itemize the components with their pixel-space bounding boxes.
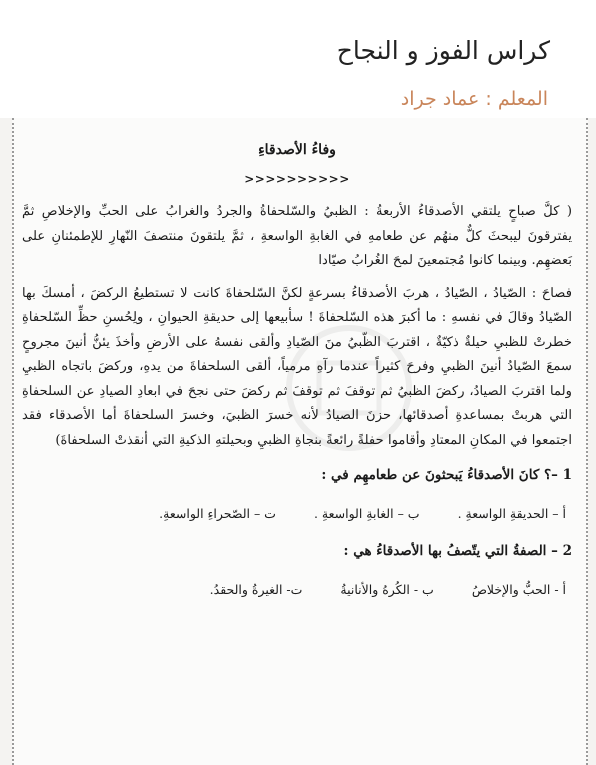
question-1-option-a: أ – الحديقةِ الواسعةِ . <box>457 506 566 521</box>
page-header <box>0 0 596 118</box>
question-2-option-a: أ - الحبُّ والإخلاصُ <box>471 582 566 597</box>
teacher-name: المعلم : عماد جراد <box>400 88 548 110</box>
question-2-options <box>28 579 566 601</box>
story-title: وفاءُ الأصدقاءِ <box>258 142 336 158</box>
question-1: 1 –؟ كانَ الأصدقاءُ يَبحثونَ عن طعامهِم في : <box>321 467 572 483</box>
question-1-option-b: ب – الغابةِ الواسعةِ . <box>313 506 420 521</box>
question-2: 2 – الصفةُ التي يتّصفُ بها الأصدقاءُ هي : <box>343 543 572 559</box>
question-2-option-b: ب - الكُرهُ والأنانيةُ <box>340 582 434 597</box>
story-paragraph-1: ( كلَّ صباحٍ يلتقي الأصدقاءُ الأربعةُ : الظبيُ والسّلحفاةُ والجردُ والغرابُ على الحبِّ والإخلاصِ ثمَّ يفترقونَ ليبحثَ كلٌّ منهُم عن طعامهِ في الغابةِ الواسعةِ ، ثمَّ يلتقونَ منتصفَ النّهارِ للإطمئنانِ على بَعضهِم. وبينما كانوا مُجتمعينَ لمحَ الغُرابُ صيّادا <box>22 204 572 268</box>
question-1-options <box>28 503 566 525</box>
story-paragraph-2: فصاحَ : الصّيادُ ، الصّيادُ ، هربَ الأصدقاءُ بسرعةٍ لكنَّ السّلحفاةَ كانت لا تستطيعُ الركضَ ، أمسكَ بها الصّيادُ وقالَ في نفسهِ : ما أكبرَ هذه السّلحفاةَ ! سأبيعها إلى حديقةِ الحيوانِ ، ولِحُسنِ حظِّ السّلحفاةِ خطرتْ للظبيِ حيلةٌ ذكيّةٌ ، اقتربَ الظّبيُ منَ الصّيادِ وألقى نفسهُ على الأرضِ وأخذَ يئنُّ أنينَ مجروحٍ سمعَ الصّيادُ أنينَ الظبيِ وفرحَ كثيراً عندما رآهِ مرمياً، ألقى السلحفاةَ من يدهِ، وركضَ باتجاه الظبيِ ولما اقتربَ الصيادُ، ركضَ الظبيُ ثم توقفَ ثم توقفَ ثم ركضَ حتى نجحَ في ابعادِ الصيادِ عن السلحفاةِ التي هربتْ بمساعدةِ أصدقائها، حزنَ الصيادُ لأنه خسرَ الظبيَ، وخسرَ السلحفاةَ أما الأصدقاء فقد اجتمعوا في المكانِ المعتادِ وأقاموا حفلةً رائعةً بنجاةِ الظبيِ وبحيلتهِ الذكيةِ التي أنقذتْ السلحفاةَ) <box>22 285 572 448</box>
worksheet-content <box>22 138 572 615</box>
question-1-option-c: ت – الصّحراءِ الواسعةِ. <box>159 506 276 521</box>
notebook-title: كراس الفوز و النجاح <box>336 36 550 65</box>
arrow-separator: >>>>>>>>>> <box>244 172 350 186</box>
question-2-option-c: ت- الغيرةُ والحقدُ. <box>209 582 303 597</box>
